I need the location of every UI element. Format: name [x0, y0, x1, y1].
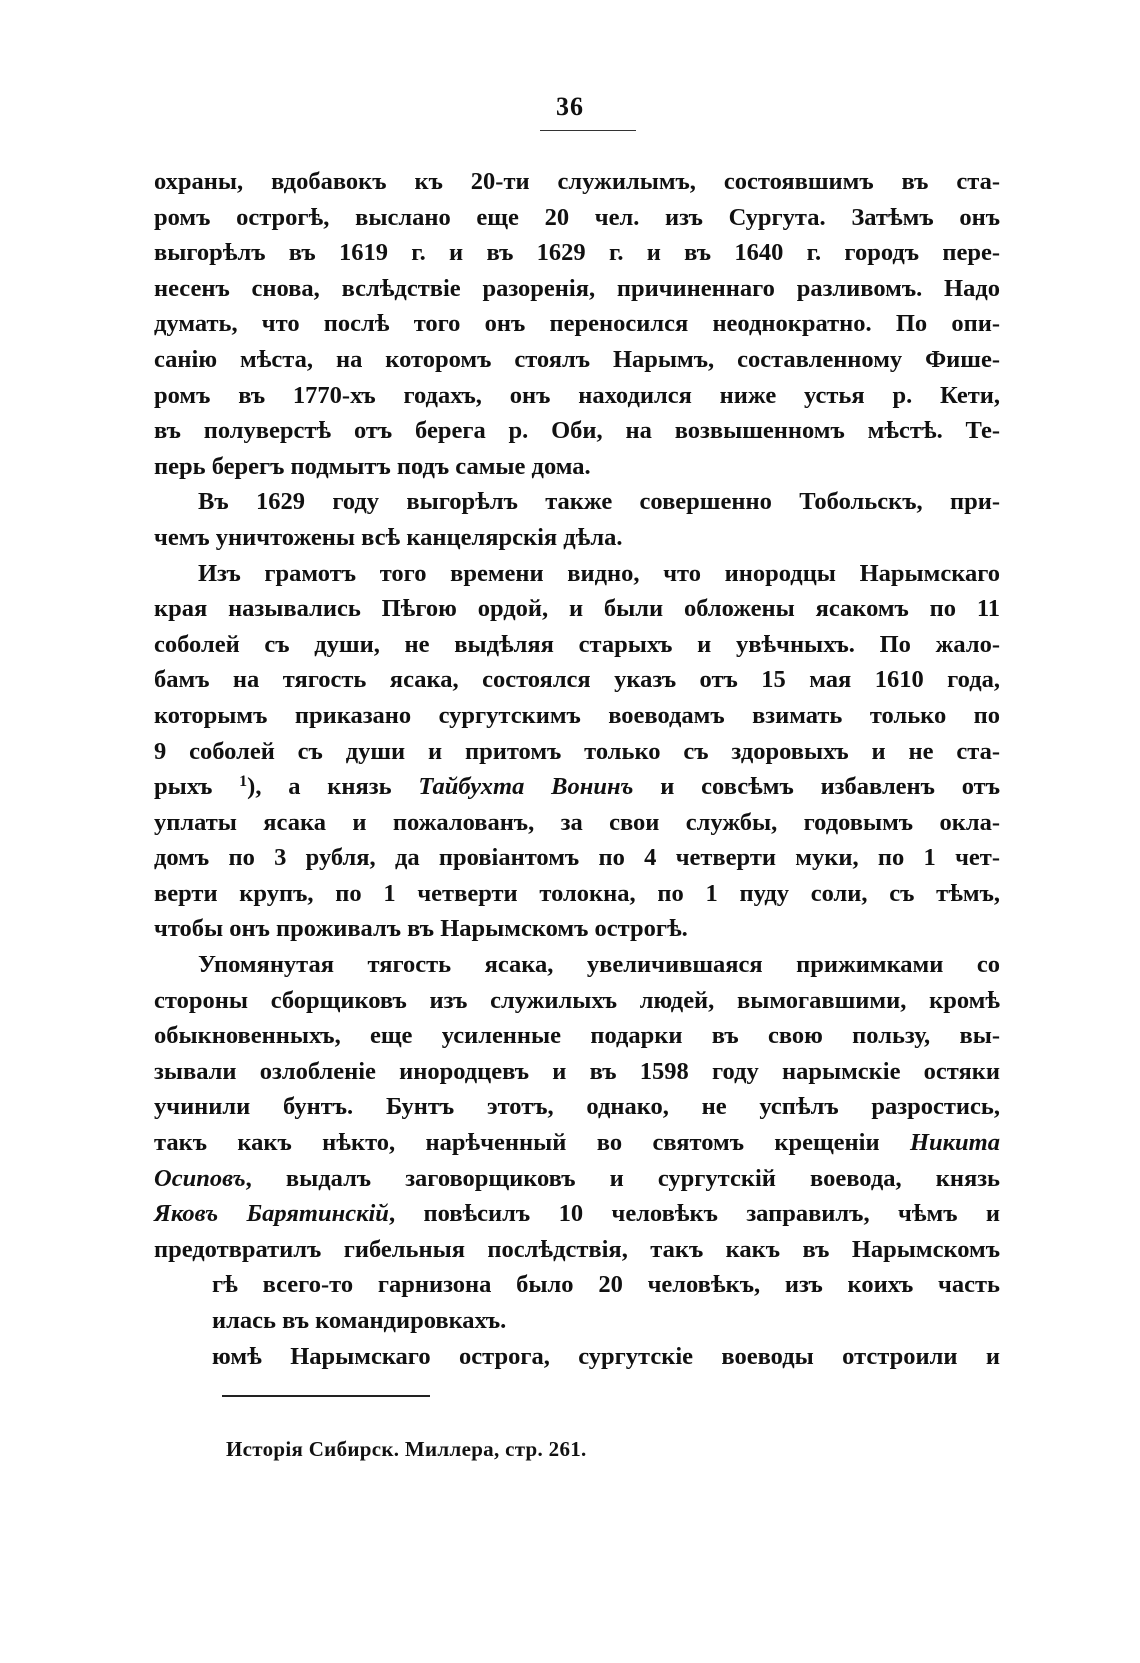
footnote-marker[interactable]: 1: [239, 773, 248, 791]
text-line: Упомянутая тягость ясака, увеличившаяся прижимками со: [198, 951, 1000, 979]
text-line: обыкновенныхъ, еще усиленные подарки въ свою пользу, вы-: [154, 1022, 1000, 1050]
text-line: 9 соболей съ души и притомъ только съ здоровыхъ и не ста-: [154, 737, 1000, 765]
body-text: [154, 164, 1000, 1374]
text-line: стороны сборщиковъ изъ служилыхъ людей, вымогавшими, кромѣ: [154, 986, 1000, 1014]
text-run: и совсѣмъ избавленъ отъ: [633, 773, 1000, 801]
text-line: зывали озлобленіе инородцевъ и въ 1598 году нарымскіе остяки: [154, 1057, 1000, 1085]
text-line: чемъ уничтожены всѣ канцелярскія дѣла.: [154, 523, 623, 551]
text-run: такъ какъ нѣкто, нарѣченный во святомъ крещеніи: [154, 1129, 910, 1157]
text-line: выгорѣлъ въ 1619 г. и въ 1629 г. и въ 1640 г. городъ пере-: [154, 239, 1000, 267]
text-line: Въ 1629 году выгорѣлъ также совершенно Тобольскъ, при-: [198, 488, 1000, 516]
text-line: соболей съ души, не выдѣляя старыхъ и увѣчныхъ. По жало-: [154, 630, 1000, 658]
paragraph-3: [154, 556, 1000, 948]
text-line: перь берегъ подмытъ подъ самые дома.: [154, 452, 591, 480]
text-line: думать, что послѣ того онъ переносился неоднократно. По опи-: [154, 310, 1000, 338]
text-line: [154, 1161, 1000, 1197]
paragraph-1: [154, 164, 1000, 484]
text-run: , повѣсилъ 10 человѣкъ заправилъ, чѣмъ и: [388, 1200, 1001, 1228]
footnote: Исторія Сибирск. Миллера, стр. 261.: [226, 1437, 587, 1461]
text-line: учинили бунтъ. Бунтъ этотъ, однако, не успѣлъ разростись,: [154, 1093, 1000, 1121]
text-line: чтобы онъ проживалъ въ Нарымскомъ острогѣ.: [154, 915, 688, 943]
page-number: 36: [556, 92, 584, 121]
text-line: [154, 769, 1000, 805]
text-line: ромъ острогѣ, выслано еще 20 чел. изъ Сургута. Затѣмъ онъ: [154, 203, 1000, 231]
text-line: края назывались Пѣгою ордой, и были обложены ясакомъ по 11: [154, 595, 1000, 623]
text-line: ромъ въ 1770-хъ годахъ, онъ находился ниже устья р. Кети,: [154, 381, 1000, 409]
italic-name: Осиповъ: [154, 1164, 246, 1192]
text-line: гѣ всего-то гарнизона было 20 человѣкъ, изъ коихъ часть: [212, 1271, 1000, 1299]
text-line: домъ по 3 рубля, да провіантомъ по 4 четверти муки, по 1 чет-: [154, 844, 1000, 872]
italic-name: Никита: [909, 1129, 1000, 1157]
text-line: [154, 1125, 1000, 1161]
text-line: предотвратилъ гибельныя послѣдствія, такъ какъ въ Нарымскомъ: [154, 1235, 1000, 1263]
text-line: охраны, вдобавокъ къ 20-ти служилымъ, состоявшимъ въ ста-: [154, 168, 1000, 195]
text-line: несенъ снова, вслѣдствіе разоренія, причиненнаго разливомъ. Надо: [154, 274, 1000, 302]
text-line: верти крупъ, по 1 четверти толокна, по 1 пуду соли, съ тѣмъ,: [154, 879, 1000, 907]
italic-name: Тайбухта Вонинъ: [418, 773, 634, 801]
text-line: илась въ командировкахъ.: [212, 1307, 507, 1334]
paragraph-5: [154, 1339, 1000, 1375]
text-line: уплаты ясака и пожалованъ, за свои службы, годовымъ окла-: [154, 808, 1000, 836]
paragraph-4: [154, 947, 1000, 1339]
text-line: санію мѣста, на которомъ стоялъ Нарымъ, составленному Фише-: [154, 345, 1000, 373]
page-number-rule: [540, 130, 636, 131]
text-line: въ полуверстѣ отъ берега р. Оби, на возвышенномъ мѣстѣ. Те-: [154, 417, 1000, 445]
text-line: Изъ грамотъ того времени видно, что инородцы Нарымскаго: [198, 559, 1000, 587]
text-line: юмѣ Нарымскаго острога, сургутскіе воеводы отстроили и: [212, 1342, 1000, 1370]
text-line: бамъ на тягость ясака, состоялся указъ отъ 15 мая 1610 года,: [154, 666, 1000, 694]
paragraph-2: [154, 484, 1000, 555]
text-line: которымъ приказано сургутскимъ воеводамъ взимать только по: [154, 701, 1000, 729]
italic-name: Яковъ Барятинскій: [154, 1200, 389, 1228]
text-run: рыхъ: [154, 773, 240, 801]
text-run: , выдалъ заговорщиковъ и сургутскій воевода, князь: [245, 1164, 1000, 1192]
text-run: ), а князь: [247, 773, 419, 801]
footnote-rule: [222, 1395, 430, 1397]
text-line: [154, 1196, 1000, 1232]
